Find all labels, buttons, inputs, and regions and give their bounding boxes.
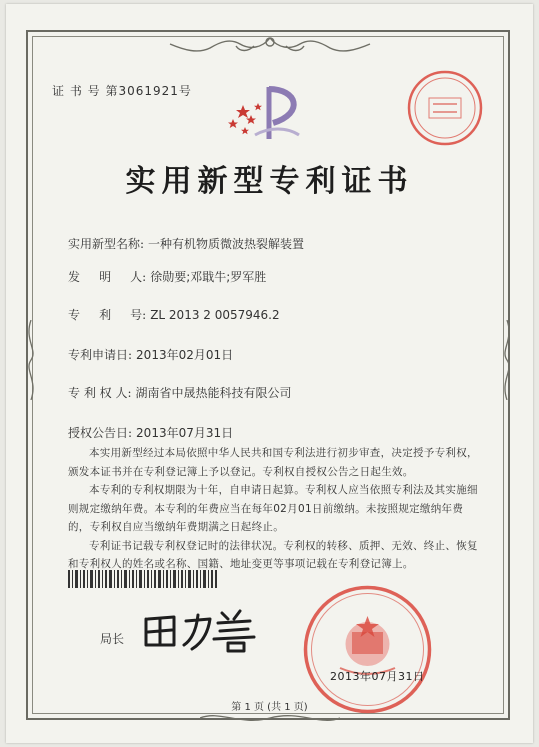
patentee-label: 专 利 权 人: [68, 386, 132, 400]
application-date-label: 专利申请日: [68, 348, 133, 362]
application-date-row [68, 346, 233, 363]
utility-model-name-value: 一种有机物质微波热裂解装置 [148, 237, 305, 251]
grant-date-value: 2013年07月31日 [136, 426, 234, 440]
seal-date: 2013年07月31日 [330, 670, 425, 683]
left-ornament-icon [24, 320, 38, 400]
director-signature-icon [140, 605, 260, 653]
barcode-icon [68, 570, 218, 588]
patent-number-label: 专 利 号: [68, 308, 147, 322]
grant-date-label: 授权公告日: [68, 426, 133, 440]
patent-number-row [68, 306, 280, 323]
grant-date-row [68, 424, 233, 441]
right-ornament-icon [500, 320, 514, 400]
inventor-row [68, 268, 266, 285]
certificate-title: 实用新型专利证书 [125, 164, 414, 199]
patentee-row [68, 384, 292, 401]
page-number: 第 1 页 (共 1 页) [231, 702, 308, 713]
utility-model-name-label: 实用新型名称: [68, 237, 145, 251]
body-paragraph-1: 本实用新型经过本局依照中华人民共和国专利法进行初步审查，决定授予专利权，颁发本证书并在专利登记簿上予以登记。专利权自授权公告之日起生效。 [68, 447, 478, 478]
patent-number-value: ZL 2013 2 0057946.2 [150, 308, 280, 322]
utility-model-name-row [68, 235, 304, 252]
small-seal-icon [405, 68, 485, 148]
body-paragraph-3: 专利证书记载专利权登记时的法律状况。专利权的转移、质押、无效、终止、恢复和专利权人的姓名或名称、国籍、地址变更等事项记载在专利登记簿上。 [68, 539, 478, 570]
application-date-value: 2013年02月01日 [136, 348, 234, 362]
top-ornament-icon [150, 34, 390, 60]
patent-office-logo-icon [225, 83, 315, 143]
inventor-value: 徐勋要;邓戢牛;罗军胜 [150, 270, 267, 284]
certificate-body [68, 444, 480, 574]
official-seal-icon [300, 582, 435, 717]
body-paragraph-2: 本专利的专利权期限为十年，自申请日起算。专利权人应当依照专利法及其实施细则规定缴纳年费。本专利的年费应当在每年02月01日前缴纳。未按照规定缴纳年费的，专利权自应当缴纳年费期满之日起终止。 [68, 484, 478, 533]
inventor-label: 发 明 人: [68, 270, 147, 284]
director-label: 局长 [100, 632, 125, 646]
patentee-value: 湖南省中晟热能科技有限公司 [135, 386, 292, 400]
certificate-number: 证 书 号 第3061921号 [52, 84, 192, 98]
